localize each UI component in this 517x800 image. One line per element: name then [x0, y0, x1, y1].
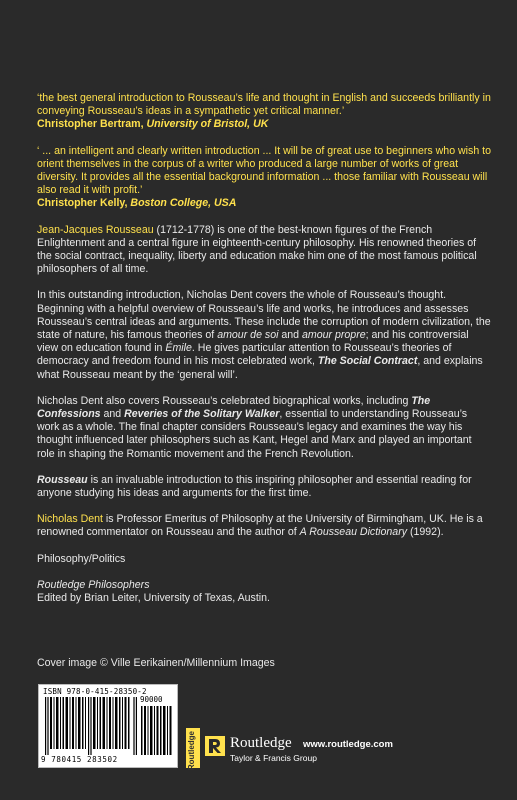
publisher-group: Taylor & Francis Group: [230, 753, 317, 763]
series-name: Routledge Philosophers: [37, 578, 150, 591]
book-title: Rousseau: [37, 473, 88, 486]
intro-paragraph: Jean-Jacques Rousseau (1712-1778) is one of the best-known figures of the French Enlightenment and a central figure in eighteenth-century philosophy. His renowned theories of the social contract, inequality, liberty and education make him one of the most famous political philosophers of all time.: [37, 223, 477, 276]
series-logo: Routledge: [186, 728, 200, 768]
summary-paragraph: Rousseau is an invaluable introduction to this inspiring philosopher and essential reading for anyone studying his ideas and arguments for the first time.: [37, 473, 472, 500]
barcode-bars: [45, 697, 137, 755]
author-bio: Nicholas Dent is Professor Emeritus of Philosophy at the University of Birmingham, UK. He is a renowned commentator on Rousseau and the author of A Rousseau Dictionary (1992).: [37, 513, 483, 539]
quote-text: ‘ ... an intelligent and clearly written introduction ... It will be of great use to beginners who wish to orient themselves in the corpus of a writer who produced a large number of works of great diversity. It provides all the essential background information ... those familiar with Rousseau will also read it with profit.’: [37, 144, 492, 197]
barcode-number: 9 780415 283502: [41, 755, 118, 764]
author-name: Nicholas Dent: [37, 513, 103, 526]
subject-name: Jean-Jacques Rousseau: [37, 223, 154, 236]
price-addon-digits: 90000: [140, 695, 163, 704]
review-quote-1: [37, 92, 492, 132]
cover-text: [37, 92, 492, 618]
quote-author: Christopher Bertram, University of Bristol, UK: [37, 118, 269, 131]
biographical-works-paragraph: Nicholas Dent also covers Rousseau’s celebrated biographical works, including The Confessions and Reveries of the Solitary Walker, essential to understanding Rousseau’s work as a whole. The final chapter considers Rousseau’s legacy and examines the way his thought influenced later philosophers such as Kant, Hegel and Marx and played an important role in shaping the Romantic movement and the French Revolution.: [37, 394, 472, 460]
series-info: [37, 579, 492, 605]
review-quote-2: [37, 145, 492, 211]
isbn-label: ISBN 978-0-415-28350-2: [43, 687, 147, 696]
subject-category: Philosophy/Politics: [37, 552, 126, 565]
cover-image-credit: Cover image © Ville Eerikainen/Millennium Images: [37, 657, 275, 669]
coverage-paragraph: In this outstanding introduction, Nicholas Dent covers the whole of Rousseau’s thought. Beginning with a helpful overview of Rousseau’s life and works, he introduces and assesses Rousseau’s central ideas and arguments. These include the corruption of modern civilization, the state of nature, his famous theories of amour de soi and amour propre; and his controversial view on education found in Émile. He gives particular attention to Rousseau’s theories of democracy and freedom found in his most celebrated work, The Social Contract, and explains what Rousseau meant by the ‘general will’.: [37, 289, 491, 381]
quote-author: Christopher Kelly, Boston College, USA: [37, 197, 237, 210]
quote-text: ‘the best general introduction to Rousseau’s life and thought in English and succeeds brilliantly in conveying Rousseau’s ideas in a sympathetic yet critical manner.’: [37, 92, 491, 118]
routledge-logo-icon: [205, 736, 225, 756]
price-addon-bars: [141, 706, 172, 755]
publisher-name: Routledge: [230, 735, 292, 751]
isbn-barcode: [38, 684, 178, 768]
publisher-website: www.routledge.com: [303, 739, 393, 750]
series-editor: Edited by Brian Leiter, University of Texas, Austin.: [37, 592, 270, 605]
